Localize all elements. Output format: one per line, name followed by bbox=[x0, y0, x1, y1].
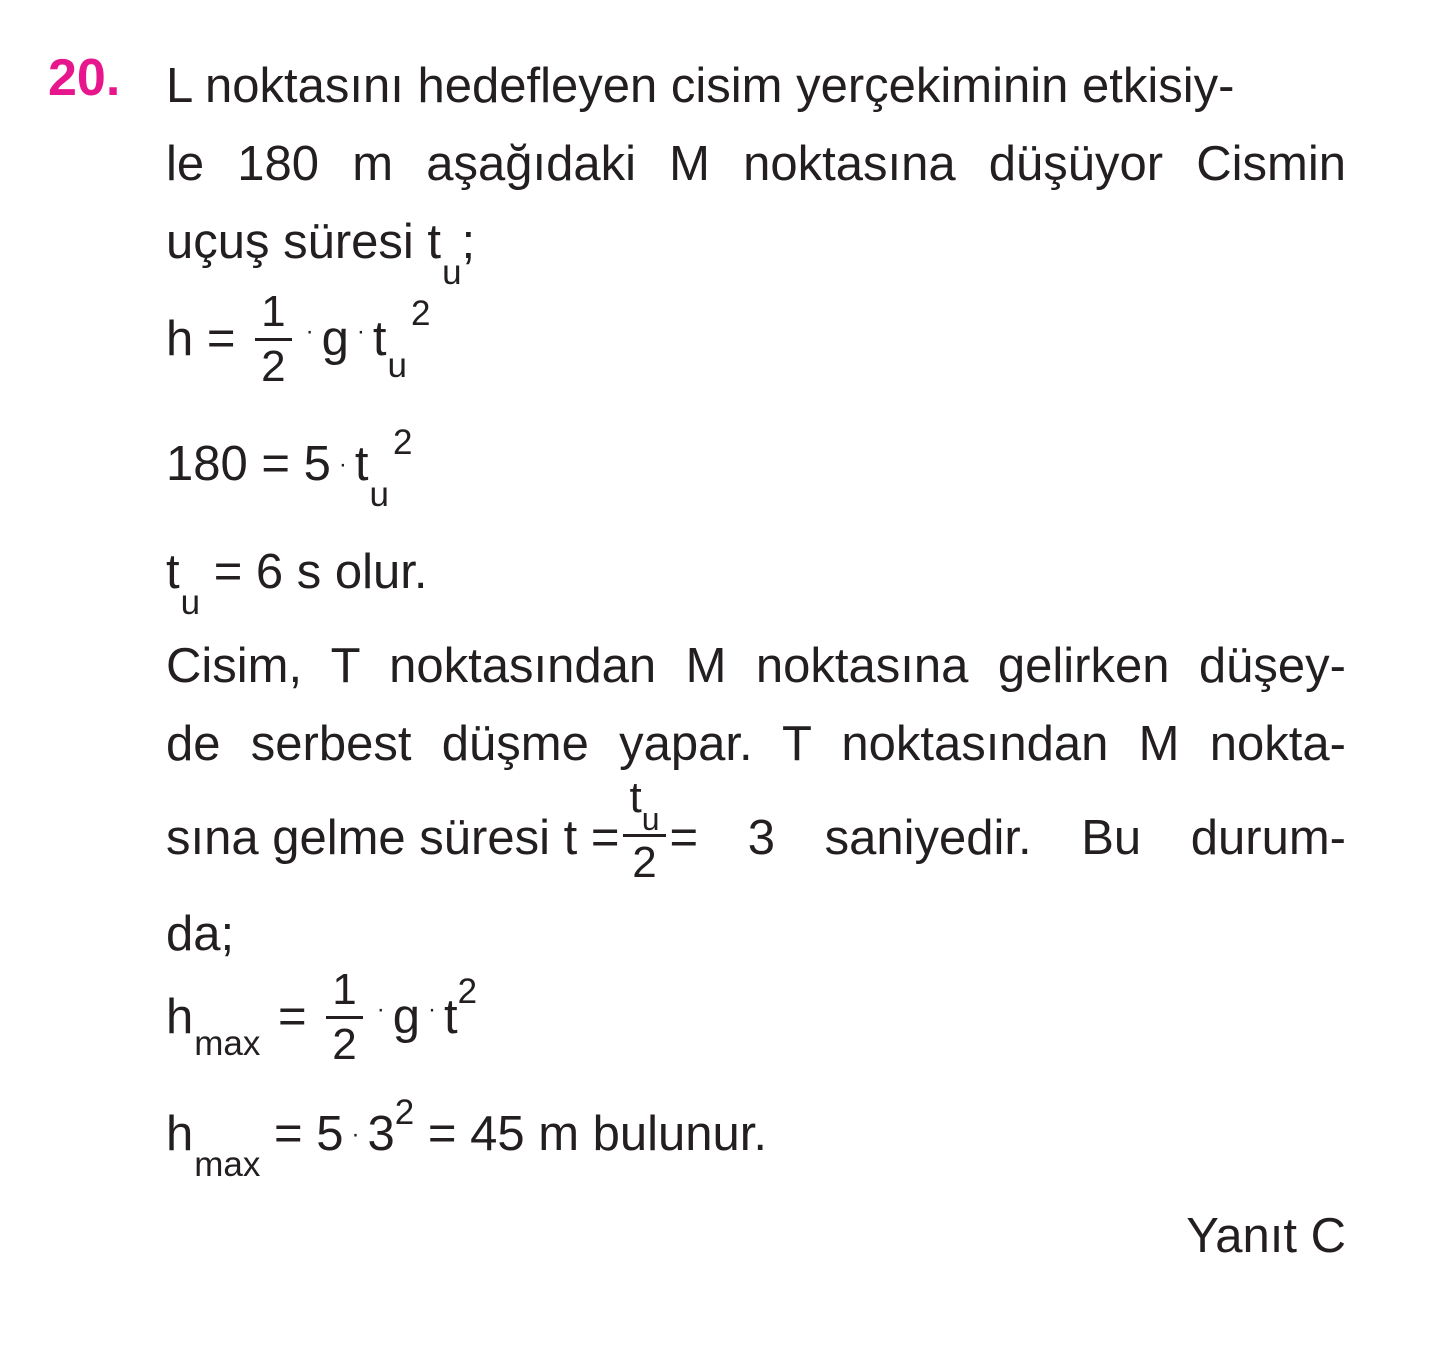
eq1-frac-num: 1 bbox=[261, 287, 286, 336]
explanation-line-2-text: de serbest düşme yapar. T noktasından M nokta- bbox=[166, 717, 1346, 771]
eq4-t: t bbox=[444, 990, 458, 1044]
eq4-frac-num: 1 bbox=[332, 965, 357, 1014]
eq3-rest: = 6 s olur. bbox=[200, 545, 428, 599]
equation-3 bbox=[166, 545, 428, 622]
eq4-fraction bbox=[326, 965, 362, 1069]
eq2-lhs: 180 = 5 bbox=[166, 437, 331, 491]
answer-label: Yanıt C bbox=[1186, 1209, 1346, 1263]
eq1-t-sub: u bbox=[387, 346, 407, 385]
eq5-mid: = 5 bbox=[260, 1107, 344, 1161]
eq4-t-sup: 2 bbox=[457, 972, 478, 1011]
eq3-t-sub: u bbox=[180, 583, 201, 622]
subscript-u: u bbox=[442, 253, 462, 292]
frac-num bbox=[623, 773, 665, 837]
explanation-line-3 bbox=[166, 773, 1346, 887]
eq4-h-sub: max bbox=[194, 1024, 261, 1063]
question-line-3-text: uçuş süresi t bbox=[166, 215, 442, 269]
equation-1 bbox=[166, 287, 431, 391]
fraction-bar bbox=[326, 1016, 362, 1019]
question-line-2 bbox=[166, 137, 1346, 191]
eq5-h: h bbox=[166, 1107, 194, 1161]
eq1-t: t bbox=[372, 312, 387, 366]
eq1-g: g bbox=[321, 312, 349, 366]
question-line-3 bbox=[166, 215, 476, 292]
eq4-g: g bbox=[392, 990, 421, 1044]
eq5-rest: = 45 m bulunur. bbox=[414, 1107, 767, 1161]
eq5-h-sub: max bbox=[194, 1145, 261, 1184]
question-line-1 bbox=[166, 59, 1346, 113]
eq2-t-sup: 2 bbox=[392, 423, 413, 462]
multiply-dot: · bbox=[356, 317, 365, 345]
eq1-lhs: h = bbox=[166, 312, 236, 366]
eq4-frac-den: 2 bbox=[332, 1020, 357, 1069]
semicolon: ; bbox=[461, 215, 476, 269]
multiply-dot: · bbox=[338, 451, 347, 478]
eq1-frac-den: 2 bbox=[261, 342, 286, 391]
question-number: 20. bbox=[48, 49, 121, 107]
explanation-line-2 bbox=[166, 717, 1346, 771]
question-line-2-text: le 180 m aşağıdaki M noktasına düşüyor Cismin bbox=[166, 137, 1346, 191]
frac-num-sub: u bbox=[641, 801, 660, 837]
frac-num-t: t bbox=[629, 773, 642, 822]
multiply-dot: · bbox=[428, 995, 437, 1023]
eq4-eq: = bbox=[278, 990, 307, 1044]
explanation-line-3-pre: sına gelme süresi t = bbox=[166, 811, 620, 865]
explanation-line-3-post: = 3 saniyedir. Bu durum- bbox=[669, 811, 1346, 865]
question-line-1-text: L noktasını hedefleyen cisim yerçekiminin etkisiy- bbox=[166, 59, 1235, 113]
eq4-h: h bbox=[166, 990, 194, 1044]
explanation-line-1 bbox=[166, 639, 1346, 693]
equation-5 bbox=[166, 1093, 767, 1184]
explanation-line-1-text: Cisim, T noktasından M noktasına gelirken düşey- bbox=[166, 639, 1346, 693]
equation-4 bbox=[166, 965, 478, 1069]
eq5-base: 3 bbox=[367, 1107, 395, 1161]
fraction-bar bbox=[255, 338, 291, 341]
equation-2 bbox=[166, 423, 413, 514]
multiply-dot: · bbox=[305, 317, 314, 345]
eq2-t-sub: u bbox=[369, 475, 389, 514]
explanation-line-4: da; bbox=[166, 907, 235, 961]
eq1-t-sup: 2 bbox=[410, 294, 431, 333]
eq3-t: t bbox=[166, 545, 180, 599]
multiply-dot: · bbox=[376, 995, 385, 1023]
t-over-2-fraction bbox=[623, 773, 665, 887]
multiply-dot: · bbox=[351, 1121, 360, 1148]
eq2-t: t bbox=[354, 437, 369, 491]
eq5-base-sup: 2 bbox=[394, 1093, 415, 1132]
eq1-fraction bbox=[255, 287, 291, 391]
frac-den: 2 bbox=[632, 838, 657, 887]
